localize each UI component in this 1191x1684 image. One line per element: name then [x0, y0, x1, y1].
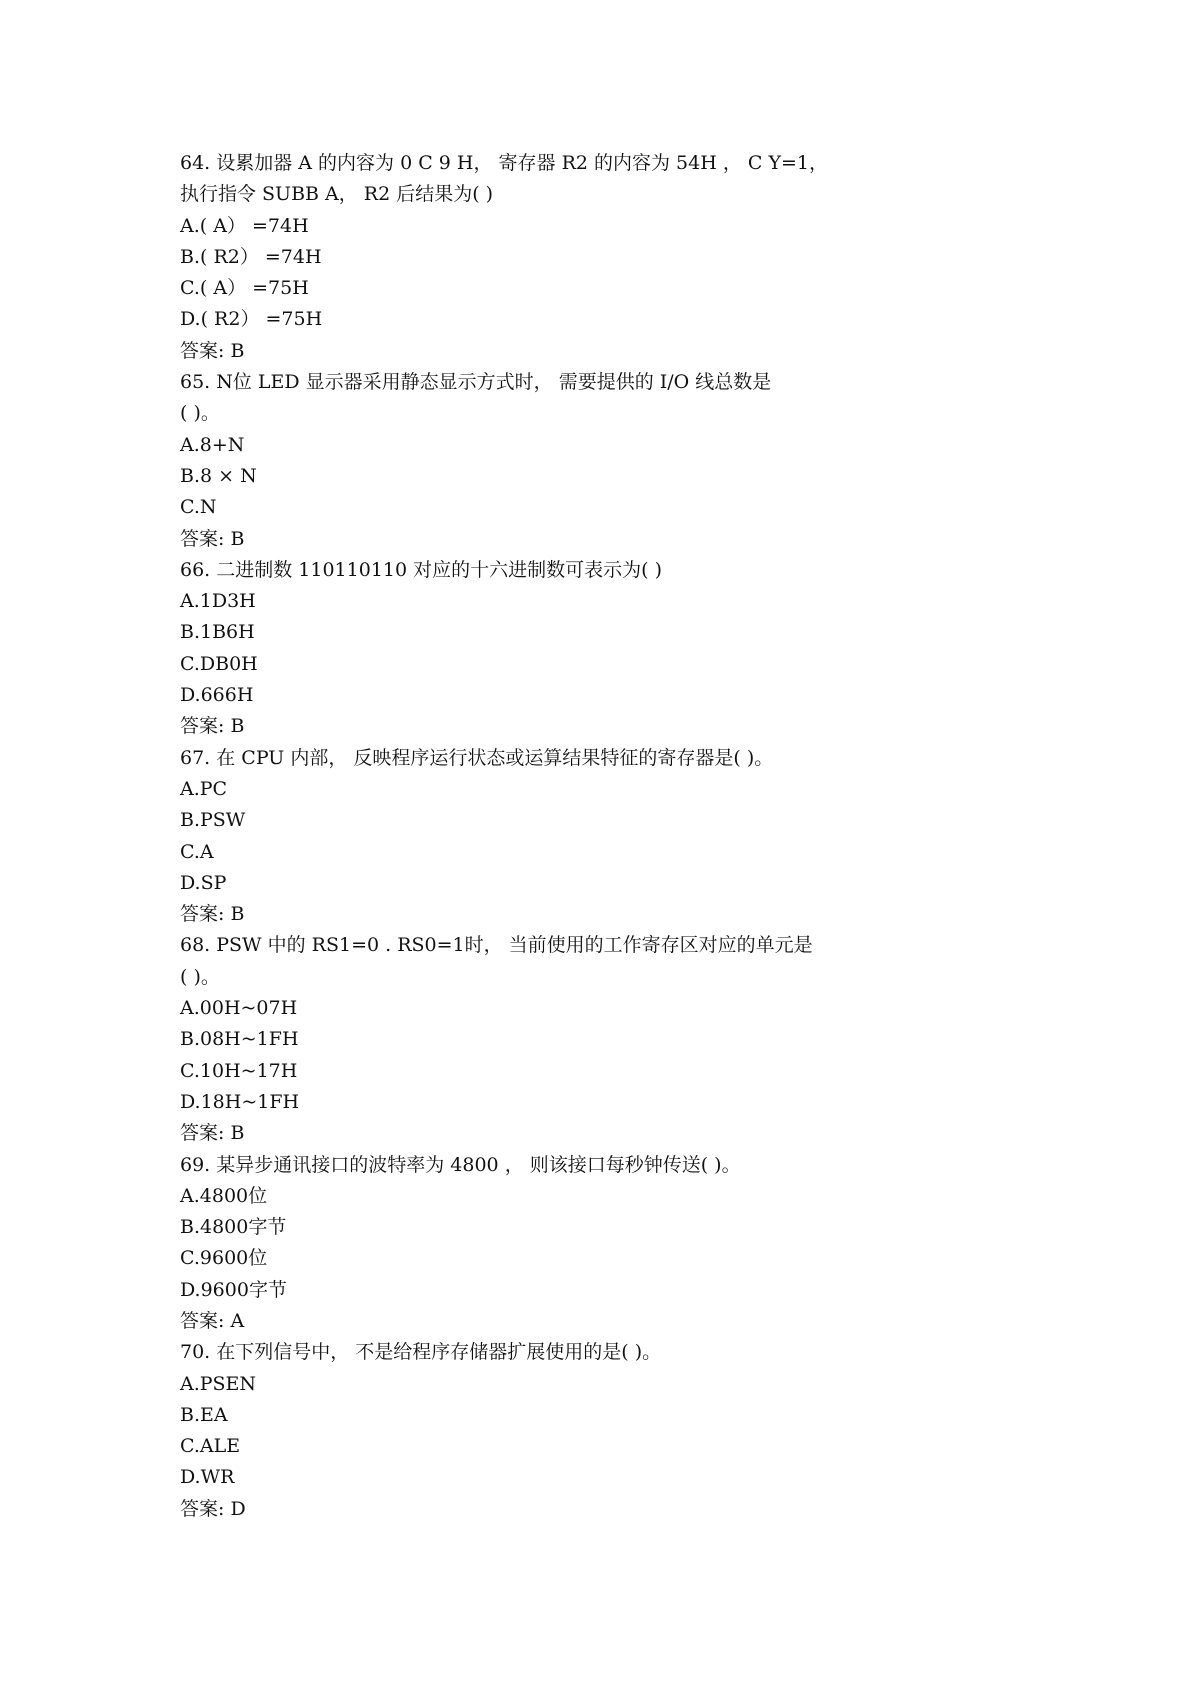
option-b: B.4800字节 — [180, 1216, 287, 1239]
option-a: A.PSEN — [180, 1372, 257, 1395]
option-a: A.8+N — [180, 433, 245, 456]
answer-line: 答案: B — [180, 339, 245, 362]
option-c: C.9600位 — [180, 1247, 268, 1270]
answer-line: 答案: B — [180, 1122, 245, 1145]
option-d: D.WR — [180, 1466, 235, 1489]
answer-line: 答案: B — [180, 527, 245, 550]
option-d: D.666H — [180, 684, 254, 707]
option-c: C.A — [180, 840, 214, 863]
question-block — [180, 743, 1080, 931]
option-a: A.4800位 — [180, 1184, 268, 1207]
question-block — [180, 1337, 1080, 1525]
answer-line: 答案: A — [180, 1309, 245, 1332]
option-b: B.8 × N — [180, 464, 257, 487]
question-block — [180, 930, 1080, 1149]
option-d: D.( R2） =75H — [180, 308, 323, 331]
answer-line: 答案: B — [180, 903, 245, 926]
question-stem: 69. 某异步通讯接口的波特率为 4800 ， 则该接口每秒钟传送( )。 — [180, 1153, 741, 1176]
option-a: A.( A） =74H — [180, 214, 309, 237]
question-block — [180, 367, 1080, 555]
option-b: B.1B6H — [180, 621, 255, 644]
option-b: B.EA — [180, 1403, 228, 1426]
option-d: D.18H~1FH — [180, 1090, 300, 1113]
option-c: C.( A） =75H — [180, 277, 309, 300]
question-stem: 66. 二进制数 110110110 对应的十六进制数可表示为( ) — [180, 558, 662, 581]
option-a: A.PC — [180, 777, 228, 800]
question-stem-continued: ( )。 — [180, 965, 220, 988]
option-c: C.N — [180, 496, 217, 519]
option-d: D.9600字节 — [180, 1278, 287, 1301]
question-stem: 67. 在 CPU 内部， 反映程序运行状态或运算结果特征的寄存器是( )。 — [180, 746, 774, 769]
option-a: A.00H~07H — [180, 997, 298, 1020]
option-b: B.( R2） =74H — [180, 245, 322, 268]
question-block — [180, 148, 1080, 367]
question-stem-continued: 执行指令 SUBB A， R2 后结果为( ) — [180, 183, 494, 206]
question-stem: 64. 设累加器 A 的内容为 0 C 9 H， 寄存器 R2 的内容为 54H ， C Y=1， — [180, 152, 829, 174]
answer-line: 答案: B — [180, 715, 245, 738]
question-stem: 68. PSW 中的 RS1=0 . RS0=1时， 当前使用的工作寄存区对应的单元是 — [180, 934, 813, 957]
option-c: C.DB0H — [180, 652, 258, 675]
option-b: B.08H~1FH — [180, 1028, 299, 1051]
question-stem-continued: ( )。 — [180, 402, 220, 425]
question-block — [180, 555, 1080, 743]
answer-line: 答案: D — [180, 1497, 246, 1520]
option-d: D.SP — [180, 871, 227, 894]
option-c: C.ALE — [180, 1435, 241, 1458]
option-b: B.PSW — [180, 809, 246, 832]
option-a: A.1D3H — [180, 590, 256, 613]
question-stem: 70. 在下列信号中， 不是给程序存储器扩展使用的是( )。 — [180, 1341, 662, 1364]
option-c: C.10H~17H — [180, 1059, 298, 1082]
question-stem: 65. N位 LED 显示器采用静态显示方式时， 需要提供的 I/O 线总数是 — [180, 371, 772, 394]
document-page — [180, 148, 1080, 1525]
question-block — [180, 1150, 1080, 1338]
